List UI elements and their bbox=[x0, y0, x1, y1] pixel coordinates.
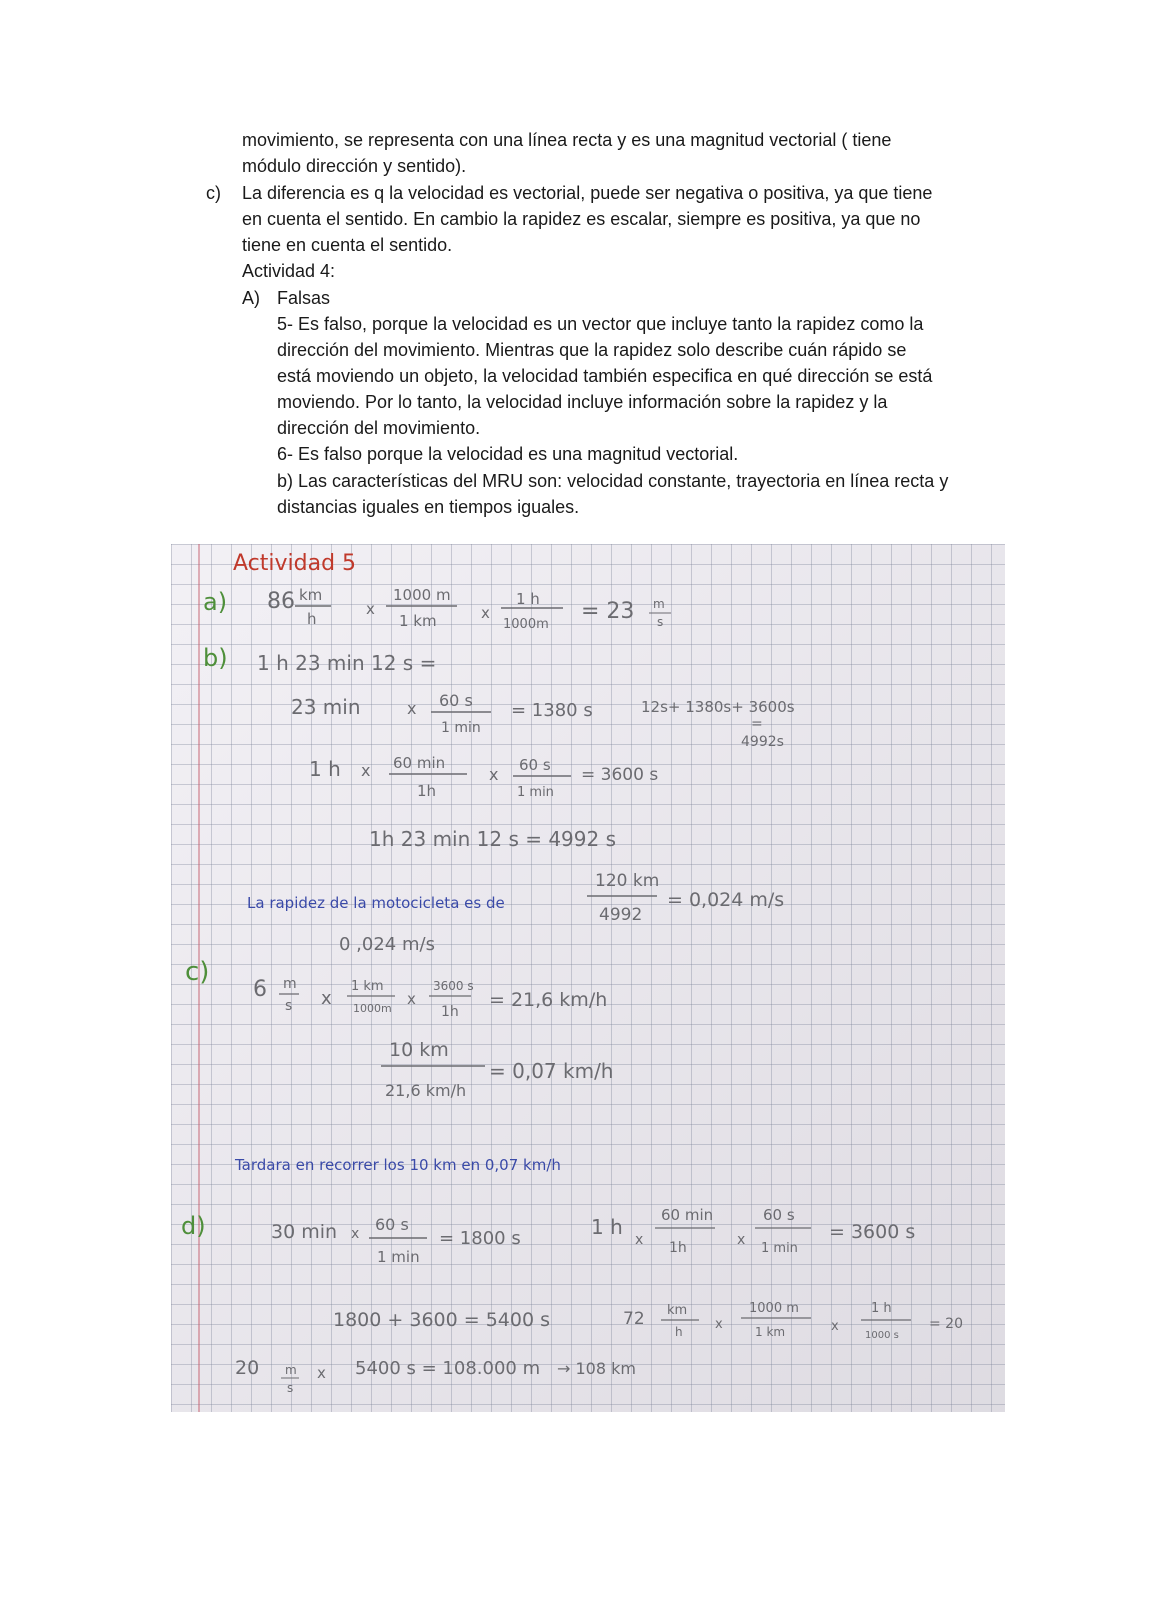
handwritten-text: = 1380 s bbox=[511, 700, 593, 721]
text-line: está moviendo un objeto, la velocidad también especifica en qué dirección se está bbox=[277, 366, 933, 386]
handwritten-text: x bbox=[407, 990, 416, 1008]
list-marker: A) bbox=[242, 288, 260, 308]
text-line: movimiento, se representa con una línea recta y es una magnitud vectorial ( tiene bbox=[242, 130, 892, 150]
text-line: b) Las características del MRU son: velocidad constante, trayectoria en línea recta y bbox=[277, 471, 949, 491]
handwritten-text: 1 min bbox=[517, 785, 554, 800]
handwritten-text: 1h bbox=[417, 782, 437, 800]
handwritten-text: 20 bbox=[235, 1357, 260, 1379]
handwritten-text: x bbox=[489, 765, 499, 784]
handwritten-text: 1 km bbox=[399, 612, 437, 630]
text-line: distancias iguales en tiempos iguales. bbox=[277, 497, 580, 517]
handwritten-text: 60 s bbox=[763, 1206, 795, 1224]
handwritten-text: 1 h bbox=[516, 590, 540, 608]
handwritten-text: 21,6 km/h bbox=[385, 1081, 467, 1100]
handwritten-text: 1 h 23 min 12 s = bbox=[257, 651, 437, 675]
handwritten-text: km bbox=[667, 1303, 688, 1318]
handwritten-text: 1h bbox=[669, 1240, 687, 1256]
handwritten-text: x bbox=[481, 604, 490, 622]
handwritten-text: s bbox=[285, 998, 293, 1014]
handwritten-text: 60 s bbox=[439, 691, 473, 710]
text-line: Falsas bbox=[277, 288, 331, 308]
text-line: 6- Es falso porque la velocidad es una magnitud vectorial. bbox=[277, 444, 739, 464]
handwritten-text: 1h bbox=[441, 1004, 459, 1020]
handwritten-text: 1000 s bbox=[865, 1330, 899, 1341]
handwritten-text: 72 bbox=[623, 1309, 645, 1329]
handwritten-text: m bbox=[283, 976, 297, 992]
handwritten-text: 60 min bbox=[393, 754, 446, 772]
handwritten-text: x bbox=[635, 1232, 644, 1248]
handwritten-text: 1 h bbox=[871, 1301, 892, 1316]
handwritten-text: x bbox=[737, 1232, 746, 1248]
handwritten-text: 1 h bbox=[591, 1215, 623, 1239]
handwritten-text: 60 s bbox=[519, 756, 551, 774]
handwritten-text: h bbox=[307, 610, 317, 628]
handwritten-text: x bbox=[317, 1364, 326, 1382]
handwritten-text: 0 ,024 m/s bbox=[339, 934, 435, 955]
handwritten-text: 1000m bbox=[353, 1002, 392, 1015]
handwritten-text: = bbox=[751, 716, 763, 732]
handwritten-text: 60 min bbox=[661, 1206, 714, 1224]
handwritten-text: m bbox=[285, 1363, 297, 1377]
handwritten-text: = 21,6 km/h bbox=[489, 989, 608, 1011]
handwritten-notes bbox=[171, 544, 1005, 1412]
handwritten-text: 1 km bbox=[351, 979, 384, 994]
handwritten-text: 12s+ 1380s+ 3600s bbox=[641, 698, 795, 716]
handwritten-text: x bbox=[831, 1319, 839, 1334]
hw-b-mark: b) bbox=[203, 644, 228, 672]
handwritten-text: x bbox=[407, 699, 417, 718]
handwritten-text: = 0,07 km/h bbox=[489, 1059, 614, 1083]
handwritten-text: = 3600 s bbox=[581, 765, 659, 785]
handwritten-text: s bbox=[657, 615, 664, 629]
handwritten-text: 5400 s = 108.000 m bbox=[355, 1358, 541, 1379]
text-line: La diferencia es q la velocidad es vectorial, puede ser negativa o positiva, ya que tiene bbox=[242, 183, 933, 203]
handwritten-text: 23 min bbox=[291, 695, 361, 719]
hw-c-mark: c) bbox=[185, 957, 210, 987]
section-heading: Actividad 4: bbox=[242, 261, 336, 281]
handwritten-text: s bbox=[287, 1381, 294, 1395]
text-line: dirección del movimiento. Mientras que la rapidez solo describe cuán rápido se bbox=[277, 340, 907, 360]
handwritten-text: 1 min bbox=[441, 720, 481, 736]
handwritten-text: x bbox=[361, 761, 371, 780]
handwritten-text: 1 km bbox=[755, 1325, 786, 1339]
handwritten-text: 60 s bbox=[375, 1215, 409, 1234]
hw-a-mark: a) bbox=[203, 588, 228, 616]
text-line: dirección del movimiento. bbox=[277, 418, 481, 438]
handwritten-text: x bbox=[715, 1317, 723, 1332]
handwritten-text: 1000m bbox=[503, 617, 549, 632]
handwritten-text: 120 km bbox=[595, 871, 660, 891]
handwritten-text: 86 bbox=[267, 589, 295, 614]
hw-title: Actividad 5 bbox=[233, 551, 357, 576]
handwritten-text: 4992s bbox=[741, 734, 784, 750]
handwritten-text: = 0,024 m/s bbox=[667, 889, 785, 911]
handwritten-text: km bbox=[299, 586, 323, 604]
handwritten-text: 1000 m bbox=[749, 1301, 799, 1316]
handwritten-text: x bbox=[351, 1226, 360, 1242]
text-line: en cuenta el sentido. En cambio la rapidez es escalar, siempre es positiva, ya que no bbox=[242, 209, 921, 229]
handwritten-text: 3600 s bbox=[433, 979, 474, 993]
handwritten-text: = 1800 s bbox=[439, 1228, 521, 1249]
list-marker: c) bbox=[206, 183, 221, 203]
handwritten-text: 10 km bbox=[389, 1039, 449, 1061]
handwritten-text: 1h 23 min 12 s = 4992 s bbox=[369, 827, 617, 851]
handwritten-text: 4992 bbox=[599, 905, 643, 925]
handwritten-text: = 3600 s bbox=[829, 1221, 916, 1243]
handwritten-text: 6 bbox=[253, 977, 267, 1002]
text-line: 5- Es falso, porque la velocidad es un vector que incluye tanto la rapidez como la bbox=[277, 314, 924, 334]
handwritten-text: 1 min bbox=[377, 1248, 420, 1266]
text-line: moviendo. Por lo tanto, la velocidad incluye información sobre la rapidez y la bbox=[277, 392, 888, 412]
handwritten-text: h bbox=[675, 1325, 683, 1339]
handwritten-text: x bbox=[366, 600, 375, 618]
handwritten-text: 30 min bbox=[271, 1221, 338, 1243]
handwritten-text: Tardara en recorrer los 10 km en 0,07 km/h bbox=[235, 1156, 561, 1174]
handwritten-text: x bbox=[321, 988, 332, 1009]
handwritten-text: = 20 bbox=[929, 1316, 963, 1332]
handwritten-text: La rapidez de la motocicleta es de bbox=[247, 894, 505, 912]
handwritten-text: m bbox=[653, 597, 665, 611]
hw-d-mark: d) bbox=[181, 1212, 206, 1240]
handwritten-text: 1800 + 3600 = 5400 s bbox=[333, 1309, 550, 1331]
handwritten-text: 1 h bbox=[309, 757, 341, 781]
handwritten-text: → 108 km bbox=[557, 1359, 636, 1378]
handwritten-text: 1000 m bbox=[393, 586, 451, 604]
text-line: módulo dirección y sentido). bbox=[242, 156, 467, 176]
handwritten-text: 1 min bbox=[761, 1241, 798, 1256]
text-line: tiene en cuenta el sentido. bbox=[242, 235, 453, 255]
handwritten-text: = 23 bbox=[581, 599, 635, 624]
notebook-photo bbox=[171, 544, 1005, 1412]
